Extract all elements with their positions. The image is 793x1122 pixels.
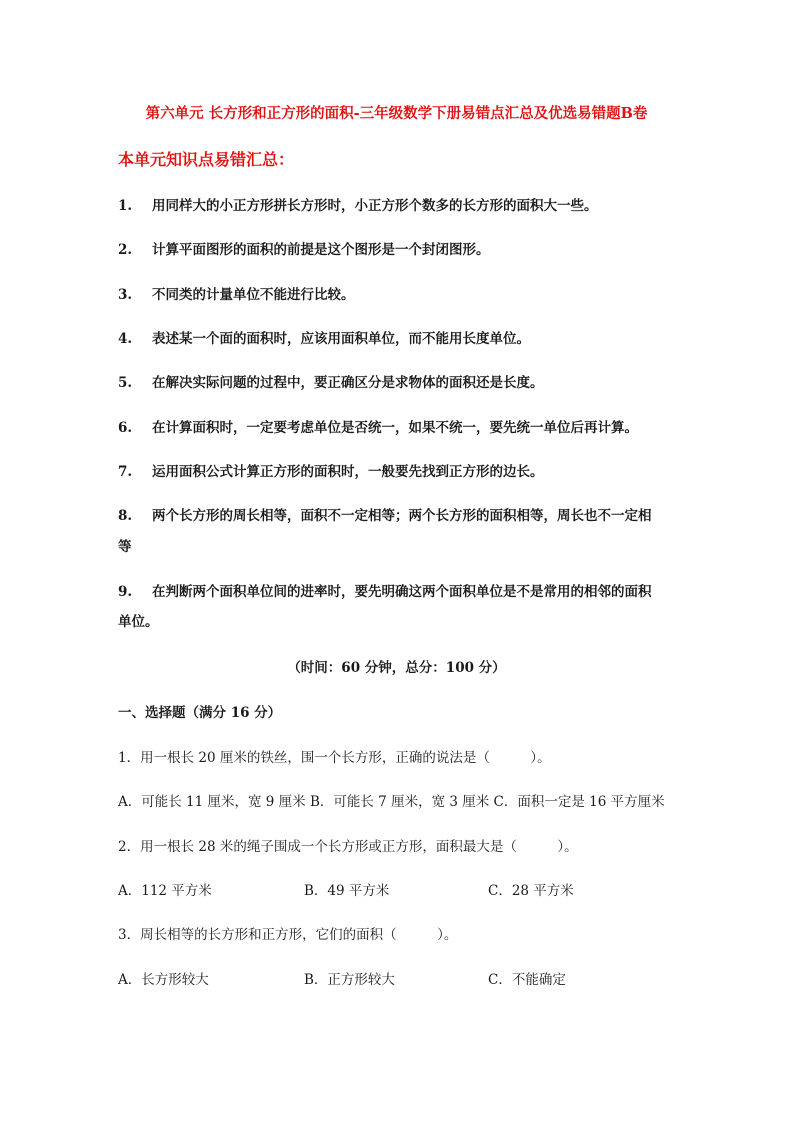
question-1-options: A．可能长 11 厘米，宽 9 厘米 B．可能长 7 厘米，宽 3 厘米 C．面积一定是 16 平方厘米 [118, 794, 665, 810]
point-text: 用同样大的小正方形拼长方形时，小正方形个数多的长方形的面积大一些。 [152, 198, 598, 214]
question-3-option-b: B．正方形较大 [304, 972, 395, 988]
point-text: 两个长方形的周长相等，面积不一定相等；两个长方形的面积相等，周长也不一定相 [152, 508, 652, 524]
point-number: 8. [118, 508, 133, 524]
point-text: 在计算面积时，一定要考虑单位是否统一，如果不统一，要先统一单位后再计算。 [152, 420, 638, 436]
point-number: 3. [118, 287, 133, 303]
point-text: 不同类的计量单位不能进行比较。 [152, 287, 355, 303]
question-3-option-a: A．长方形较大 [118, 972, 209, 988]
document-title: 第六单元 长方形和正方形的面积-三年级数学下册易错点汇总及优选易错题B卷 [145, 105, 648, 122]
point-item-7 [118, 460, 544, 480]
question-2-stem: 2．用一根长 28 米的绳子围成一个长方形或正方形，面积最大是（ ）。 [118, 839, 578, 855]
point-number: 6. [118, 420, 133, 436]
point-number: 7. [118, 464, 133, 480]
point-item-4 [118, 327, 530, 347]
point-text: 表述某一个面的面积时，应该用面积单位，而不能用长度单位。 [152, 331, 530, 347]
point-text: 运用面积公式计算正方形的面积时，一般要先找到正方形的边长。 [152, 464, 544, 480]
question-2-option-b: B．49 平方米 [304, 883, 390, 899]
point-text: 计算平面图形的面积的前提是这个图形是一个封闭图形。 [152, 242, 490, 258]
section1-heading: 一、选择题（满分 16 分） [118, 705, 282, 721]
question-3-option-c: C．不能确定 [488, 972, 566, 988]
point-item-9-continuation: 单位。 [118, 614, 159, 630]
question-1-stem: 1．用一根长 20 厘米的铁丝，围一个长方形，正确的说法是（ ）。 [118, 750, 551, 766]
time-info: （时间：60 分钟，总分：100 分） [287, 660, 506, 676]
question-2-option-c: C．28 平方米 [488, 883, 574, 899]
point-number: 9. [118, 584, 133, 600]
point-number: 2. [118, 242, 133, 258]
point-item-5 [118, 371, 544, 391]
point-item-8-continuation: 等 [118, 539, 132, 555]
question-2-option-a: A．112 平方米 [118, 883, 212, 899]
point-item-9 [118, 580, 652, 600]
point-item-8 [118, 504, 652, 524]
point-text: 在判断两个面积单位间的进率时，要先明确这两个面积单位是不是常用的相邻的面积 [152, 584, 652, 600]
point-item-6 [118, 416, 638, 436]
question-3-stem: 3．周长相等的长方形和正方形，它们的面积（ ）。 [118, 927, 458, 943]
point-text: 在解决实际问题的过程中，要正确区分是求物体的面积还是长度。 [152, 375, 544, 391]
point-number: 1. [118, 198, 133, 214]
point-number: 4. [118, 331, 133, 347]
point-item-3 [118, 283, 355, 303]
point-item-1 [118, 194, 598, 214]
point-number: 5. [118, 375, 133, 391]
summary-heading: 本单元知识点易错汇总： [118, 150, 295, 169]
point-item-2 [118, 238, 490, 258]
